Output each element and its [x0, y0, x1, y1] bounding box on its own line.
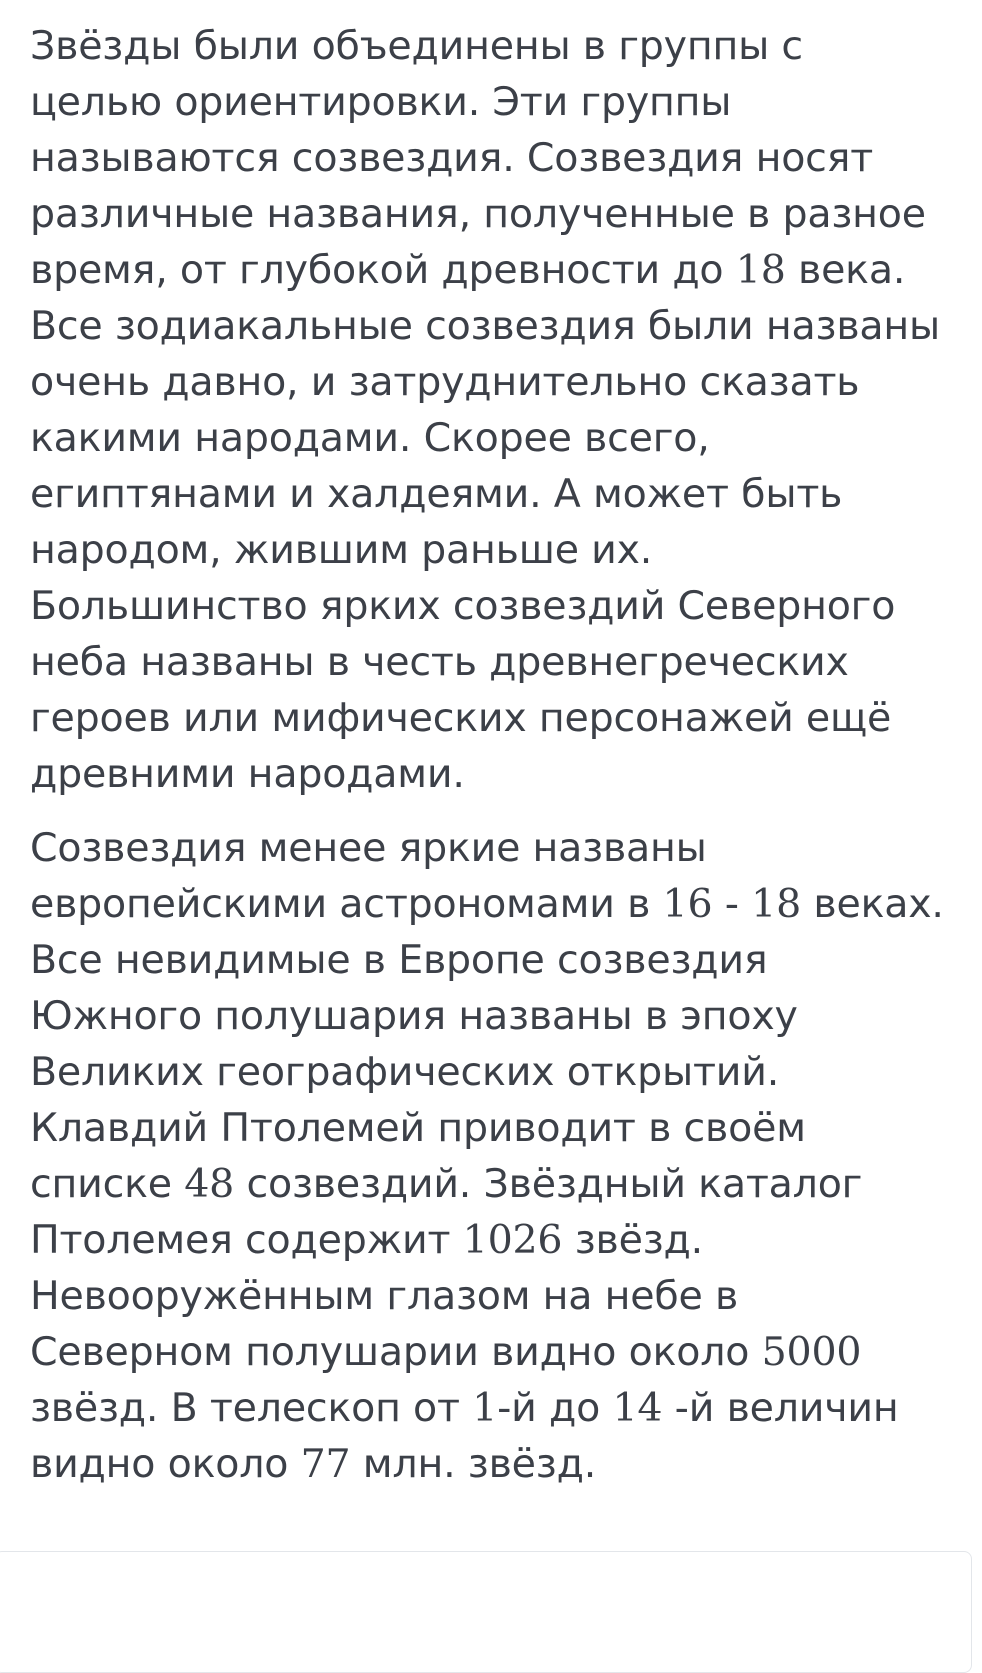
text-line: называются созвездия. Созвездия носят — [30, 135, 874, 181]
next-card — [0, 1551, 972, 1673]
text-line: время, от глубокой древности до 18 века. — [30, 247, 906, 293]
number: 18 — [751, 881, 802, 927]
text-line: Большинство ярких созвездий Северного — [30, 583, 896, 629]
text-line: Южного полушария названы в эпоху — [30, 993, 798, 1039]
text-line: какими народами. Скорее всего, — [30, 415, 710, 461]
text-line: Все невидимые в Европе созвездия — [30, 937, 768, 983]
number: 48 — [184, 1161, 235, 1207]
number: 77 — [300, 1441, 351, 1487]
text-line: Птолемея содержит 1026 звёзд. — [30, 1217, 703, 1263]
text-line: Северном полушарии видно около 5000 — [30, 1329, 862, 1375]
number: 5000 — [761, 1329, 862, 1375]
text-line: Все зодиакальные созвездия были названы — [30, 303, 941, 349]
text-line: египтянами и халдеями. А может быть — [30, 471, 843, 517]
text-line: Невооружённым глазом на небе в — [30, 1273, 739, 1319]
text-line: Созвездия менее яркие названы — [30, 825, 707, 871]
text-line: целью ориентировки. Эти группы — [30, 79, 732, 125]
number: 1 — [472, 1385, 498, 1431]
number: 16 — [662, 881, 713, 927]
text-line: древними народами. — [30, 751, 465, 797]
text-line: европейскими астрономами в 16 - 18 веках. — [30, 881, 944, 927]
text-line: различные названия, полученные в разное — [30, 191, 926, 237]
answer-text — [30, 18, 970, 1492]
text-line: звёзд. В телескоп от 1-й до 14 -й величин — [30, 1385, 899, 1431]
text-line: очень давно, и затруднительно сказать — [30, 359, 860, 405]
text-line: народом, жившим раньше их. — [30, 527, 653, 573]
text-line: Звёзды были объединены в группы с — [30, 23, 803, 69]
text-line: героев или мифических персонажей ещё — [30, 695, 892, 741]
paragraph-constellations-naming — [30, 820, 970, 1492]
paragraph-constellations-history — [30, 18, 970, 802]
number: 18 — [735, 247, 786, 293]
text-line: видно около 77 млн. звёзд. — [30, 1441, 597, 1487]
text-line: Клавдий Птолемей приводит в своём — [30, 1105, 806, 1151]
number: 14 — [612, 1385, 663, 1431]
number: 1026 — [462, 1217, 563, 1263]
text-line: неба названы в честь древнегреческих — [30, 639, 849, 685]
text-line: Великих географических открытий. — [30, 1049, 780, 1095]
text-line: списке 48 созвездий. Звёздный каталог — [30, 1161, 863, 1207]
